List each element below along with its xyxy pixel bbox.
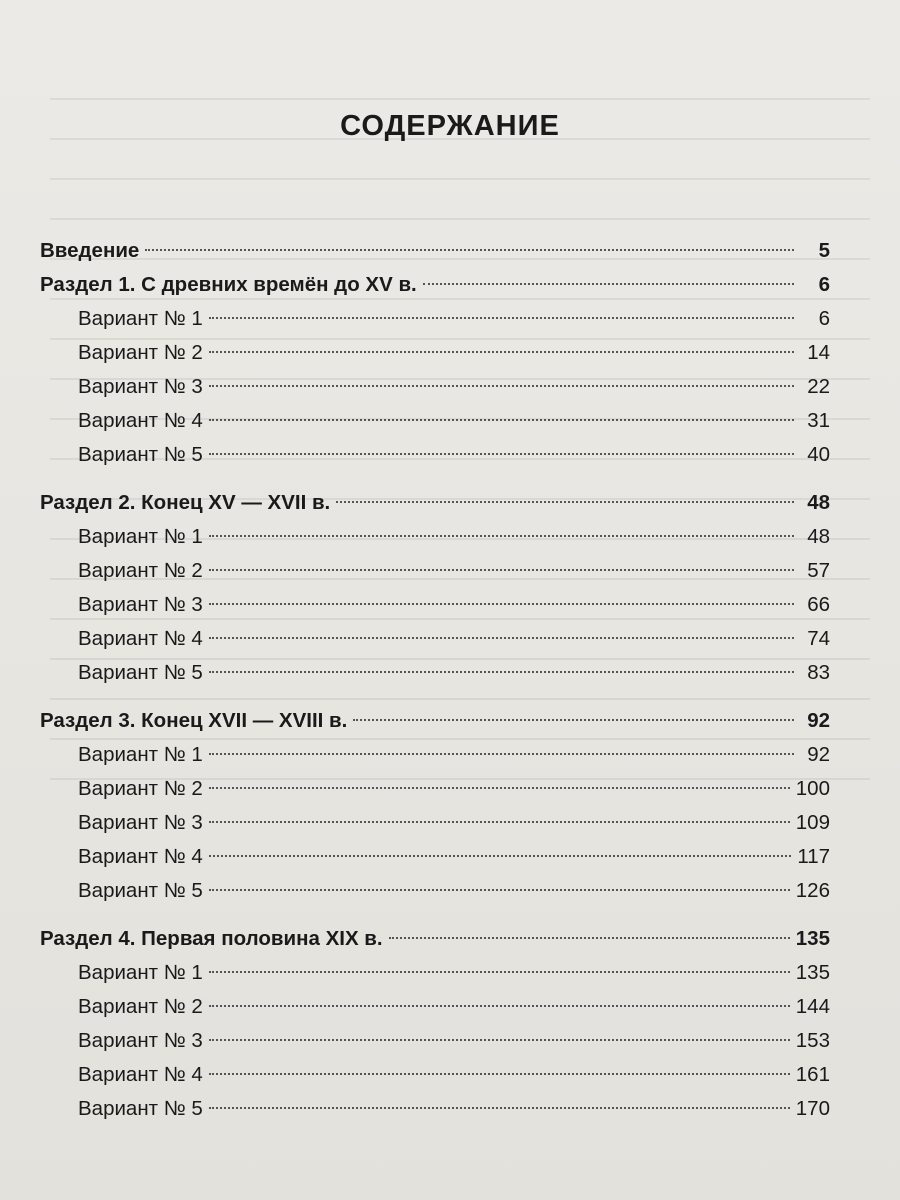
leader-dots: [209, 453, 794, 455]
toc-entry-page: 31: [807, 409, 830, 432]
toc-entry-introduction[interactable]: [40, 234, 830, 268]
toc-entry-label: Раздел 1. С древних времён до XV в.: [40, 273, 417, 296]
toc-entry-page: 40: [807, 443, 830, 466]
toc-variant[interactable]: [40, 438, 830, 472]
leader-dots: [209, 1073, 790, 1075]
leader-dots: [209, 1107, 790, 1109]
toc-entry-label: Вариант № 4: [78, 409, 203, 432]
toc-entry-label: Вариант № 1: [78, 961, 203, 984]
toc-entry-label: Вариант № 2: [78, 995, 203, 1018]
toc-entry-page: 5: [818, 239, 830, 262]
toc-entry-label: Вариант № 2: [78, 777, 203, 800]
toc-entry-label: Вариант № 1: [78, 743, 203, 766]
leader-dots: [423, 283, 794, 285]
toc-entry-label: Вариант № 5: [78, 443, 203, 466]
toc-section-4[interactable]: [40, 922, 830, 956]
leader-dots: [209, 889, 790, 891]
toc-entry-page: 48: [807, 491, 830, 514]
toc-entry-label: Вариант № 3: [78, 375, 203, 398]
toc-entry-page: 153: [795, 1029, 830, 1052]
toc-variant[interactable]: [40, 520, 830, 554]
toc-entry-page: 100: [795, 777, 830, 800]
toc-entry-label: Вариант № 4: [78, 1063, 203, 1086]
toc-variant[interactable]: [40, 956, 830, 990]
leader-dots: [209, 603, 794, 605]
toc-variant[interactable]: [40, 370, 830, 404]
toc-variant[interactable]: [40, 806, 830, 840]
leader-dots: [209, 671, 794, 673]
leader-dots: [209, 753, 794, 755]
leader-dots: [209, 637, 794, 639]
toc-variant[interactable]: [40, 1092, 830, 1126]
toc-entry-page: 14: [807, 341, 830, 364]
toc-entry-page: 74: [807, 627, 830, 650]
toc-variant[interactable]: [40, 990, 830, 1024]
toc-entry-page: 135: [795, 961, 830, 984]
leader-dots: [209, 1005, 790, 1007]
toc-entry-label: Вариант № 2: [78, 559, 203, 582]
toc-entry-label: Вариант № 3: [78, 1029, 203, 1052]
leader-dots: [209, 351, 794, 353]
toc-entry-label: Раздел 4. Первая половина XIX в.: [40, 927, 383, 950]
leader-dots: [209, 787, 790, 789]
toc-variant[interactable]: [40, 554, 830, 588]
toc-entry-label: Вариант № 5: [78, 1097, 203, 1120]
toc-entry-label: Вариант № 5: [78, 879, 203, 902]
toc-variant[interactable]: [40, 302, 830, 336]
toc-variant[interactable]: [40, 656, 830, 690]
leader-dots: [209, 1039, 790, 1041]
leader-dots: [389, 937, 790, 939]
toc-entry-page: 117: [797, 845, 830, 868]
toc-entry-label: Раздел 3. Конец XVII — XVIII в.: [40, 709, 348, 732]
toc-entry-page: 92: [807, 743, 830, 766]
leader-dots: [209, 821, 790, 823]
toc-entry-label: Вариант № 3: [78, 811, 203, 834]
toc-section-2[interactable]: [40, 486, 830, 520]
leader-dots: [209, 535, 794, 537]
toc-section-3[interactable]: [40, 704, 830, 738]
toc-variant[interactable]: [40, 336, 830, 370]
toc-entry-label: Вариант № 2: [78, 341, 203, 364]
leader-dots: [209, 855, 791, 857]
leader-dots: [209, 385, 794, 387]
toc-variant[interactable]: [40, 1024, 830, 1058]
toc-variant[interactable]: [40, 840, 830, 874]
toc-variant[interactable]: [40, 1058, 830, 1092]
leader-dots: [209, 419, 794, 421]
toc-entry-label: Вариант № 1: [78, 525, 203, 548]
toc-variant[interactable]: [40, 622, 830, 656]
toc-entry-page: 109: [795, 811, 830, 834]
toc-variant[interactable]: [40, 738, 830, 772]
toc-entry-page: 92: [807, 709, 830, 732]
toc-entry-label: Вариант № 1: [78, 307, 203, 330]
toc-entry-page: 135: [795, 927, 830, 950]
toc-variant[interactable]: [40, 404, 830, 438]
toc-entry-page: 83: [807, 661, 830, 684]
leader-dots: [336, 501, 794, 503]
toc-entry-page: 126: [795, 879, 830, 902]
leader-dots: [145, 249, 794, 251]
toc-entry-page: 57: [807, 559, 830, 582]
toc-entry-label: Введение: [40, 239, 140, 262]
leader-dots: [209, 569, 794, 571]
toc-variant[interactable]: [40, 588, 830, 622]
toc-variant[interactable]: [40, 772, 830, 806]
toc-variant[interactable]: [40, 874, 830, 908]
table-of-contents: [40, 234, 830, 1126]
toc-entry-label: Вариант № 3: [78, 593, 203, 616]
toc-entry-page: 48: [807, 525, 830, 548]
leader-dots: [353, 719, 794, 721]
toc-entry-page: 22: [807, 375, 830, 398]
page-title: СОДЕРЖАНИЕ: [340, 110, 560, 142]
toc-entry-page: 144: [795, 995, 830, 1018]
toc-section-1[interactable]: [40, 268, 830, 302]
toc-entry-page: 6: [818, 307, 830, 330]
leader-dots: [209, 971, 790, 973]
leader-dots: [209, 317, 794, 319]
toc-entry-label: Раздел 2. Конец XV — XVII в.: [40, 491, 331, 514]
toc-entry-label: Вариант № 5: [78, 661, 203, 684]
toc-entry-page: 170: [795, 1097, 830, 1120]
toc-entry-page: 161: [795, 1063, 830, 1086]
toc-entry-label: Вариант № 4: [78, 845, 203, 868]
toc-entry-label: Вариант № 4: [78, 627, 203, 650]
toc-entry-page: 6: [818, 273, 830, 296]
toc-entry-page: 66: [807, 593, 830, 616]
